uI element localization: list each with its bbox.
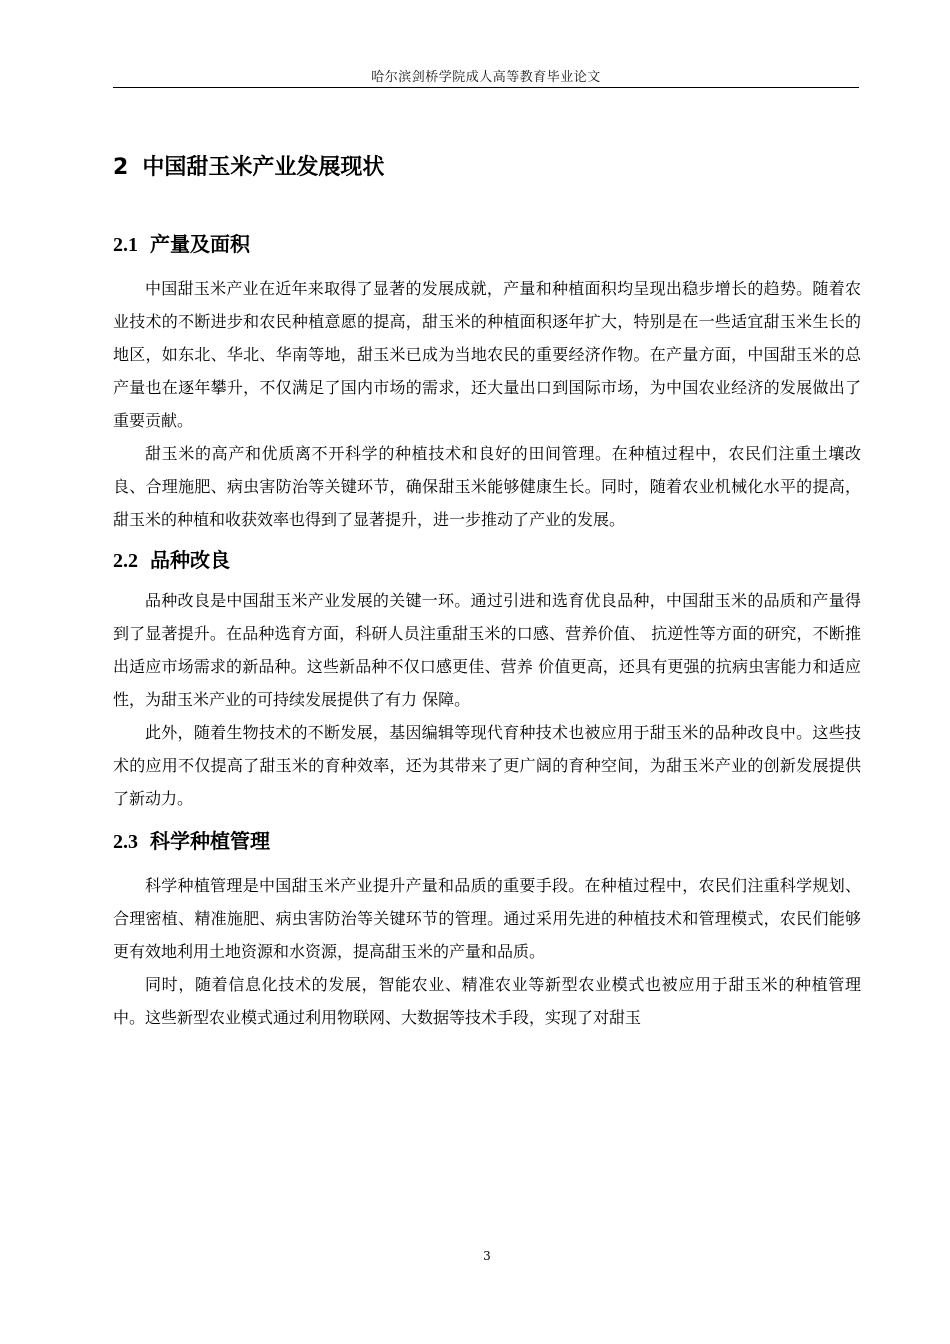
chapter-number: 2	[113, 155, 129, 180]
chapter-title: 中国甜玉米产业发展现状	[142, 155, 385, 180]
section-number: 2.2	[113, 550, 138, 572]
section-heading-2-3	[113, 823, 861, 859]
section-heading-2-1	[113, 226, 861, 262]
section-heading-2-2	[113, 542, 861, 578]
section-body-2-1	[113, 272, 861, 536]
section-number: 2.1	[113, 234, 138, 256]
section-number: 2.3	[113, 831, 138, 853]
running-header: 哈尔滨剑桥学院成人高等教育毕业论文	[371, 70, 601, 85]
paragraph: 同时，随着信息化技术的发展，智能农业、精准农业等新型农业模式也被应用于甜玉米的种植管理中。这些新型农业模式通过利用物联网、大数据等技术手段，实现了对甜玉	[113, 975, 861, 1027]
paragraph: 品种改良是中国甜玉米产业发展的关键一环。通过引进和选育优良品种，中国甜玉米的品质和产量得到了显著提升。在品种选育方面，科研人员注重甜玉米的口感、营养价值、 抗逆性等方面的研究，不断推出适应市场需求的新品种。这些新品种不仅口感更佳、营养 价值更高，还具有更强的抗病虫害能力和适应性，为甜玉米产业的可持续发展提供了有力 保障。	[113, 591, 861, 709]
section-title: 产量及面积	[150, 232, 250, 256]
chapter-heading	[113, 148, 861, 188]
page-body	[113, 140, 861, 1034]
section-body-2-3	[113, 869, 861, 1034]
section-title: 品种改良	[150, 548, 230, 572]
header-rule	[113, 87, 859, 88]
paragraph: 中国甜玉米产业在近年来取得了显著的发展成就，产量和种植面积均呈现出稳步增长的趋势。随着农业技术的不断进步和农民种植意愿的提高，甜玉米的种植面积逐年扩大，特别是在一些适宜甜玉米生长的地区，如东北、华北、华南等地，甜玉米已成为当地农民的重要经济作物。在产量方面，中国甜玉米的总产量也在逐年攀升，不仅满足了国内市场的需求，还大量出口到国际市场，为中国农业经济的发展做出了重要贡献。	[113, 279, 861, 430]
paragraph: 科学种植管理是中国甜玉米产业提升产量和品质的重要手段。在种植过程中，农民们注重科学规划、合理密植、精准施肥、病虫害防治等关键环节的管理。通过采用先进的种植技术和管理模式，农民们能够更有效地利用土地资源和水资源，提高甜玉米的产量和品质。	[113, 876, 861, 961]
page-number: 3	[483, 1249, 491, 1263]
paragraph: 甜玉米的高产和优质离不开科学的种植技术和良好的田间管理。在种植过程中，农民们注重土壤改良、合理施肥、病虫害防治等关键环节，确保甜玉米能够健康生长。同时，随着农业机械化水平的提高，甜玉米的种植和收获效率也得到了显著提升，进一步推动了产业的发展。	[113, 444, 861, 529]
section-title: 科学种植管理	[150, 829, 270, 853]
paragraph: 此外，随着生物技术的不断发展，基因编辑等现代育种技术也被应用于甜玉米的品种改良中。这些技术的应用不仅提高了甜玉米的育种效率，还为其带来了更广阔的育种空间，为甜玉米产业的创新发展提供了新动力。	[113, 723, 861, 808]
section-body-2-2	[113, 584, 861, 815]
